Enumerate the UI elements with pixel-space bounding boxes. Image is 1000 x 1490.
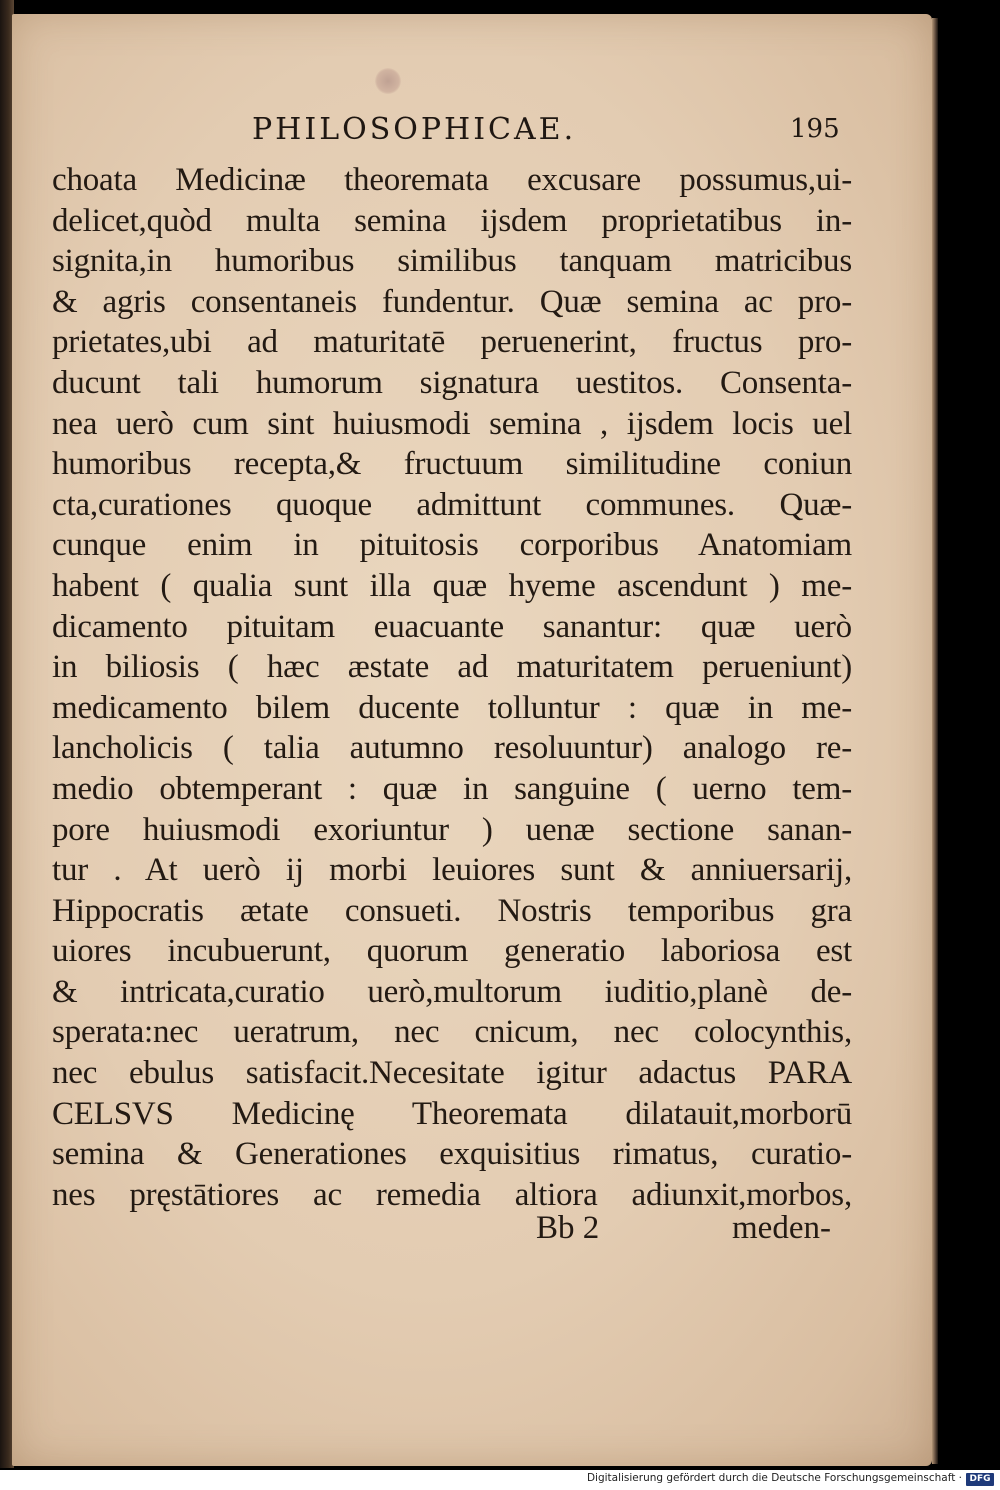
running-title: PHILOSOPHICAE.: [252, 112, 577, 147]
catchword: meden-: [732, 1210, 831, 1246]
text-line: CELSVS Medicinę Theoremata dilatauit,morborū: [52, 1095, 852, 1132]
text-line: nes pręstātiores ac remedia altiora adiunxit,morbos,: [52, 1176, 852, 1213]
body-text: [52, 160, 852, 1215]
text-line: signita,in humoribus similibus tanquam matricibus: [52, 243, 852, 280]
text-line: & agris consentaneis fundentur. Quæ semina ac pro-: [52, 283, 852, 320]
credit-bar: [0, 1470, 1000, 1490]
signature-mark: Bb 2: [536, 1210, 600, 1246]
text-line: Hippocratis ætate consueti. Nostris temporibus gra: [52, 892, 852, 929]
text-line: in biliosis ( hæc æstate ad maturitatem perueniunt): [52, 649, 852, 686]
text-line: nea uerò cum sint huiusmodi semina , ijsdem locis uel: [52, 405, 852, 442]
text-line: prietates,ubi ad maturitatē peruenerint, fructus pro-: [52, 324, 852, 361]
page-edge: [932, 18, 938, 1464]
text-line: delicet,quòd multa semina ijsdem proprietatibus in-: [52, 202, 852, 239]
text-line: lancholicis ( talia autumno resoluuntur) analogo re-: [52, 730, 852, 767]
text-line: tur . At uerò ij morbi leuiores sunt & anniuersarij,: [52, 852, 852, 889]
text-line: medicamento bilem ducente tolluntur : quæ in me-: [52, 689, 852, 726]
page-footer: [12, 1210, 932, 1250]
running-head: [12, 112, 932, 156]
text-line: humoribus recepta,& fructuum similitudine coniun: [52, 446, 852, 483]
text-line: cunque enim in pituitosis corporibus Anatomiam: [52, 527, 852, 564]
ink-stain: [375, 68, 401, 94]
funding-credit: Digitalisierung gefördert durch die Deutsche Forschungsgemeinschaft ·: [586, 1472, 962, 1484]
text-line: choata Medicinæ theoremata excusare possumus,ui-: [52, 162, 852, 198]
text-line: dicamento pituitam euacuante sanantur: quæ uerò: [52, 608, 852, 645]
text-line: nec ebulus satisfacit.Necesitate igitur adactus PARA: [52, 1055, 852, 1092]
text-line: semina & Generationes exquisitius rimatus, curatio-: [52, 1136, 852, 1173]
text-line: medio obtemperant : quæ in sanguine ( uerno tem-: [52, 770, 852, 807]
text-line: cta,curationes quoque admittunt communes. Quæ-: [52, 486, 852, 523]
text-line: pore huiusmodi exoriuntur ) uenæ sectione sanan-: [52, 811, 852, 848]
text-line: ducunt tali humorum signatura uestitos. Consenta-: [52, 364, 852, 401]
text-line: sperata:nec ueratrum, nec cnicum, nec colocynthis,: [52, 1014, 852, 1051]
book-page: [12, 14, 932, 1466]
dfg-logo-icon: DFG: [966, 1473, 994, 1486]
text-line: & intricata,curatio uerò,multorum iuditio,planè de-: [52, 973, 852, 1010]
text-line: habent ( qualia sunt illa quæ hyeme ascendunt ) me-: [52, 567, 852, 604]
text-line: uiores incubuerunt, quorum generatio laboriosa est: [52, 933, 852, 970]
folio-number: 195: [790, 114, 840, 144]
